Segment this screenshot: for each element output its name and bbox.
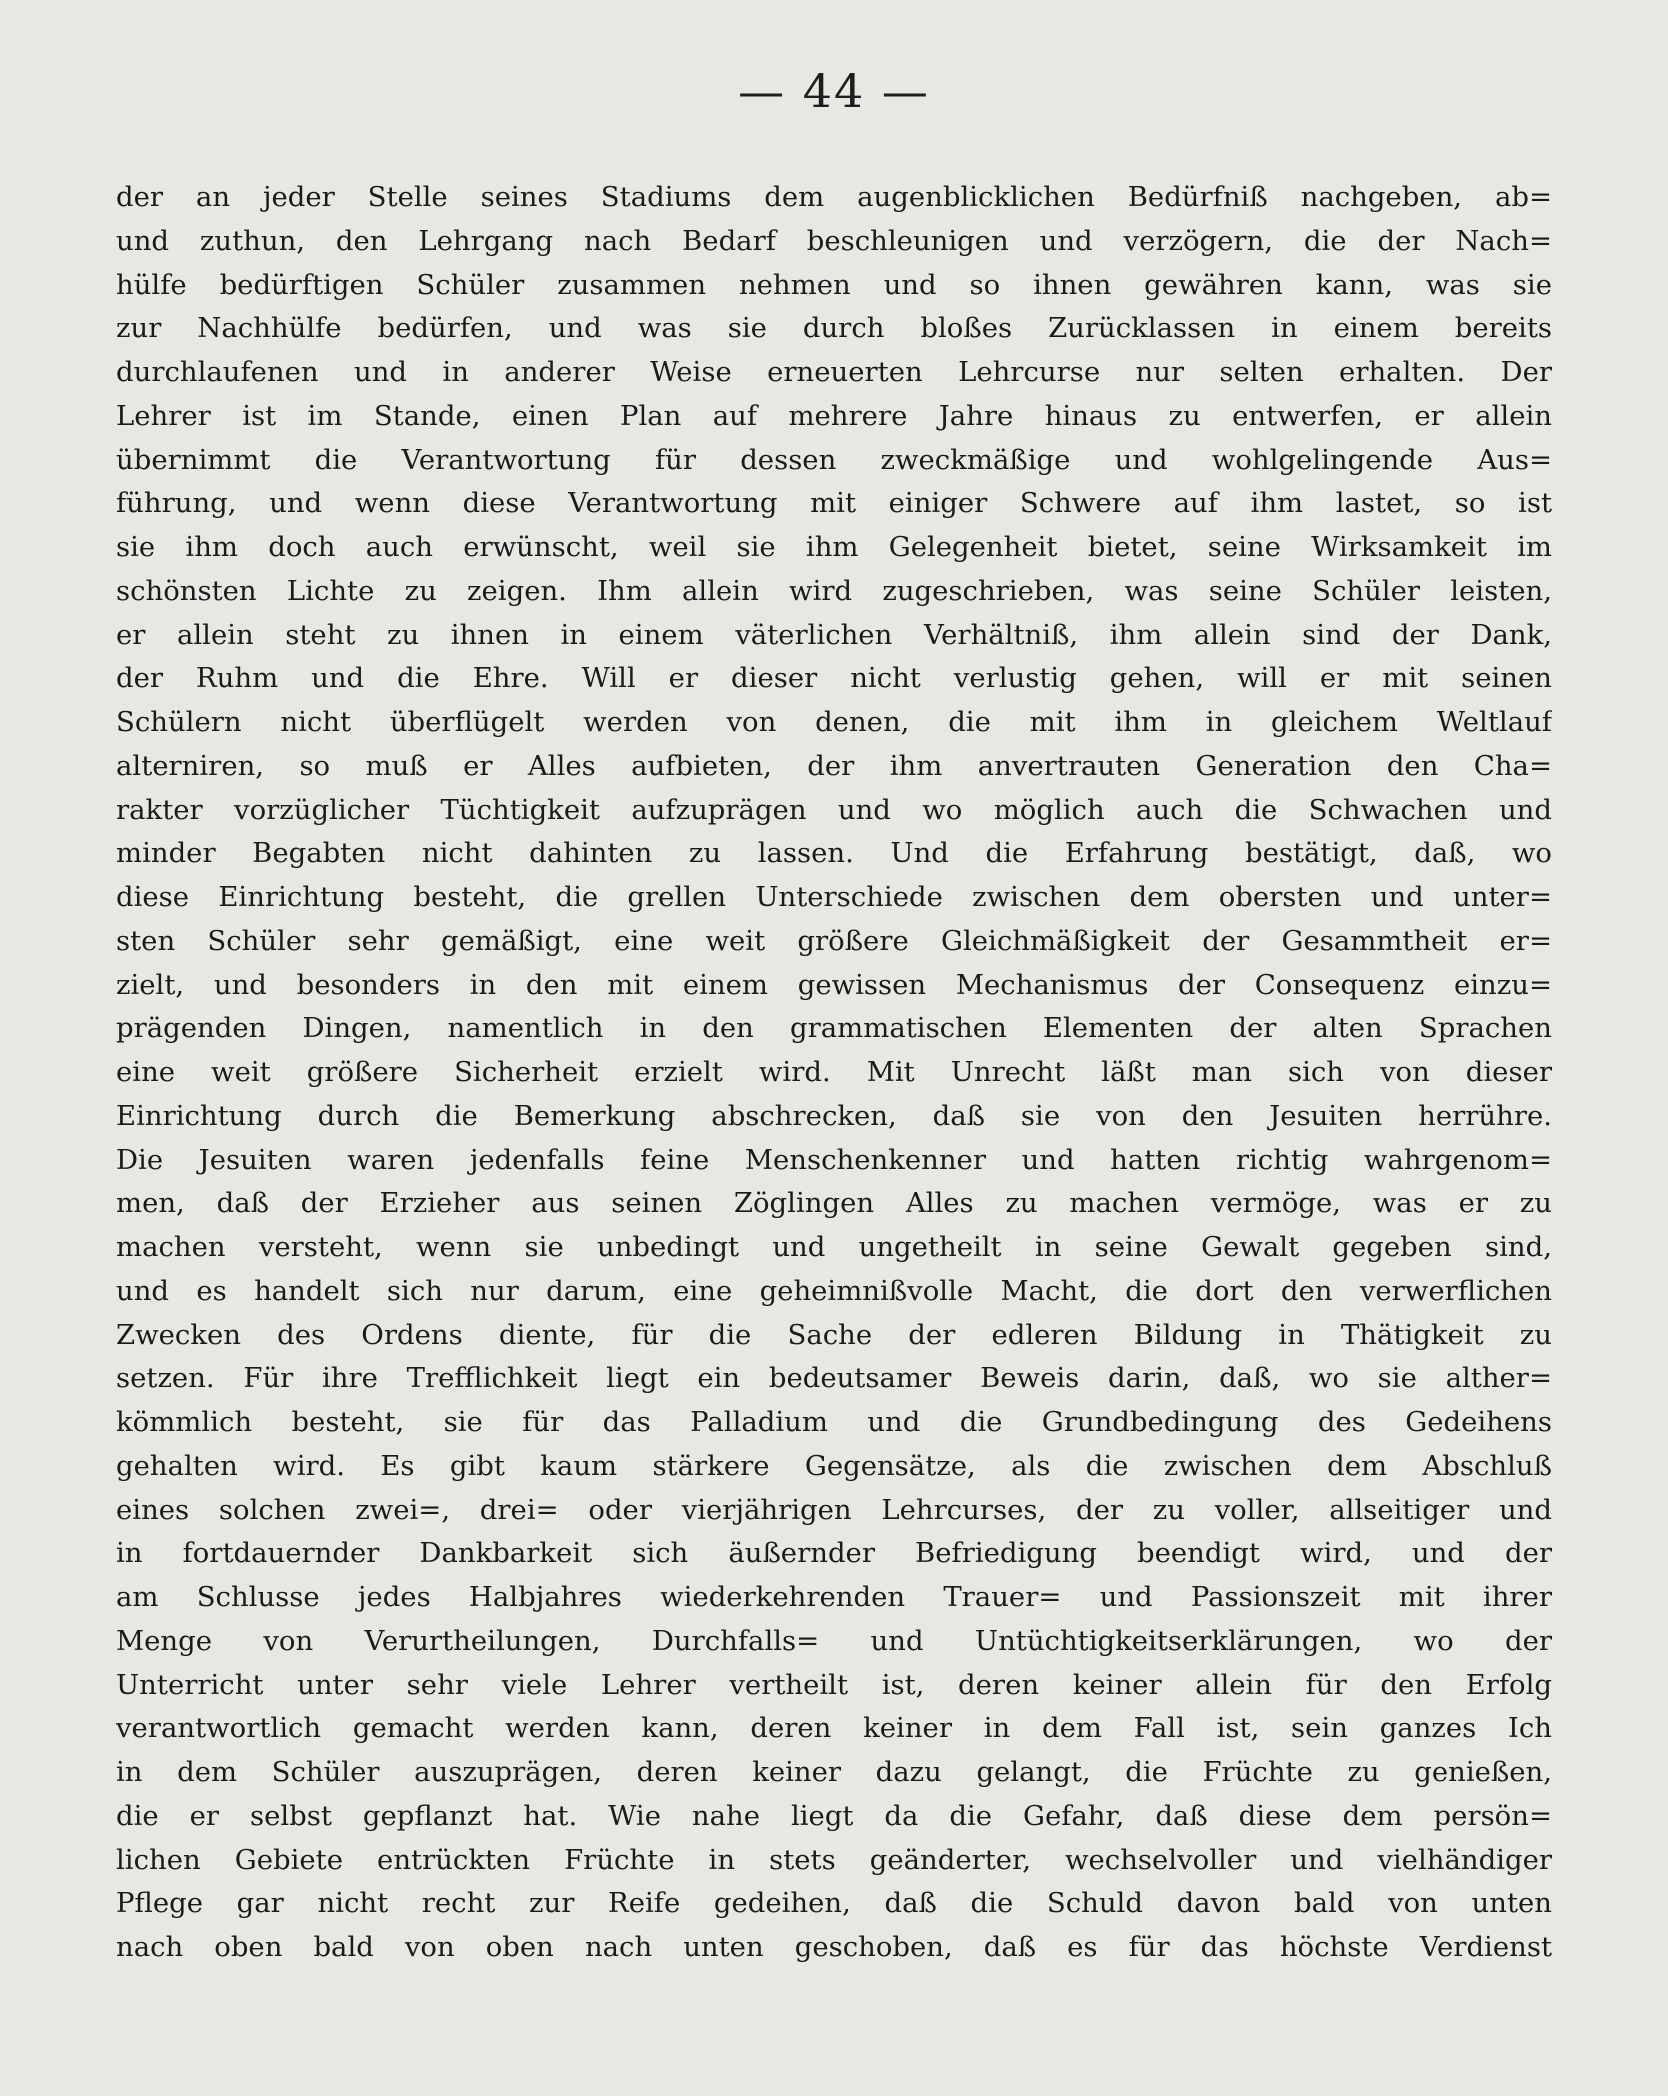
text-line: hülfe bedürftigen Schüler zusammen nehmen und so ihnen gewähren kann, was sie: [116, 268, 1552, 301]
text-line: Pflege gar nicht recht zur Reife gedeihen, daß die Schuld davon bald von unten: [116, 1887, 1552, 1920]
text-line: kömmlich besteht, sie für das Palladium und die Grundbedingung des Gedeihens: [116, 1406, 1552, 1438]
text-line: Die Jesuiten waren jedenfalls feine Menschenkenner und hatten richtig wahrgenom=: [116, 1143, 1552, 1176]
text-line: eines solchen zwei=, drei= oder vierjährigen Lehrcurses, der zu voller, allseitiger und: [116, 1493, 1552, 1526]
text-line: Menge von Verurtheilungen, Durchfalls= und Untüchtigkeitserklärungen, wo der: [116, 1624, 1552, 1657]
text-line: am Schlusse jedes Halbjahres wiederkehrenden Trauer= und Passionszeit mit ihrer: [116, 1581, 1552, 1613]
text-line: führung, und wenn diese Verantwortung mit einiger Schwere auf ihm lastet, so ist: [116, 487, 1552, 520]
text-line: zur Nachhülfe bedürfen, und was sie durch bloßes Zurücklassen in einem bereits: [116, 312, 1552, 345]
text-line: sten Schüler sehr gemäßigt, eine weit größere Gleichmäßigkeit der Gesammtheit er=: [116, 924, 1552, 957]
text-line: Unterricht unter sehr viele Lehrer vertheilt ist, deren keiner allein für den Erfolg: [116, 1668, 1552, 1701]
text-line: nach oben bald von oben nach unten geschoben, daß es für das höchste Verdienst: [116, 1931, 1552, 1963]
text-line: gehalten wird. Es gibt kaum stärkere Gegensätze, als die zwischen dem Abschluß: [116, 1449, 1552, 1482]
text-line: zielt, und besonders in den mit einem gewissen Mechanismus der Consequenz einzu=: [116, 968, 1552, 1001]
text-line: lichen Gebiete entrückten Früchte in stets geänderter, wechselvoller und vielhändiger: [116, 1843, 1552, 1876]
text-line: setzen. Für ihre Trefflichkeit liegt ein bedeutsamer Beweis darin, daß, wo sie alther=: [116, 1362, 1552, 1395]
text-line: in dem Schüler auszuprägen, deren keiner dazu gelangt, die Früchte zu genießen,: [116, 1756, 1552, 1788]
text-line: übernimmt die Verantwortung für dessen zweckmäßige und wohlgelingende Aus=: [116, 443, 1552, 476]
text-line: prägenden Dingen, namentlich in den grammatischen Elementen der alten Sprachen: [116, 1012, 1552, 1045]
text-line: und es handelt sich nur darum, eine geheimnißvolle Macht, die dort den verwerflichen: [116, 1274, 1552, 1307]
text-line: minder Begabten nicht dahinten zu lassen. Und die Erfahrung bestätigt, daß, wo: [116, 837, 1552, 870]
text-line: und zuthun, den Lehrgang nach Bedarf beschleunigen und verzögern, die der Nach=: [116, 224, 1552, 257]
text-line: die er selbst gepflanzt hat. Wie nahe liegt da die Gefahr, daß diese dem persön=: [116, 1799, 1552, 1832]
text-line: Lehrer ist im Stande, einen Plan auf mehrere Jahre hinaus zu entwerfen, er allein: [116, 399, 1552, 432]
text-line: er allein steht zu ihnen in einem väterlichen Verhältniß, ihm allein sind der Dank,: [116, 618, 1552, 651]
text-line: in fortdauernder Dankbarkeit sich äußernder Befriedigung beendigt wird, und der: [116, 1537, 1552, 1570]
text-line: rakter vorzüglicher Tüchtigkeit aufzuprägen und wo möglich auch die Schwachen und: [116, 793, 1552, 826]
text-line: alterniren, so muß er Alles aufbieten, der ihm anvertrauten Generation den Cha=: [116, 749, 1552, 782]
text-line: Zwecken des Ordens diente, für die Sache der edleren Bildung in Thätigkeit zu: [116, 1318, 1552, 1351]
page-number: — 44 —: [738, 64, 930, 118]
text-line: diese Einrichtung besteht, die grellen Unterschiede zwischen dem obersten und unter=: [116, 881, 1552, 913]
text-line: Schülern nicht überflügelt werden von denen, die mit ihm in gleichem Weltlauf: [116, 706, 1552, 738]
text-line: durchlaufenen und in anderer Weise erneuerten Lehrcurse nur selten erhalten. Der: [116, 356, 1552, 388]
text-line: men, daß der Erzieher aus seinen Zöglingen Alles zu machen vermöge, was er zu: [116, 1187, 1552, 1220]
text-line: schönsten Lichte zu zeigen. Ihm allein wird zugeschrieben, was seine Schüler leisten,: [116, 574, 1552, 607]
text-line: machen versteht, wenn sie unbedingt und ungetheilt in seine Gewalt gegeben sind,: [116, 1231, 1552, 1263]
text-line: eine weit größere Sicherheit erzielt wird. Mit Unrecht läßt man sich von dieser: [116, 1056, 1552, 1088]
text-line: der an jeder Stelle seines Stadiums dem augenblicklichen Bedürfniß nachgeben, ab=: [116, 181, 1552, 213]
text-line: der Ruhm und die Ehre. Will er dieser nicht verlustig gehen, will er mit seinen: [116, 662, 1552, 695]
body-text: [116, 176, 1552, 1970]
text-line: Einrichtung durch die Bemerkung abschrecken, daß sie von den Jesuiten herrühre.: [116, 1099, 1552, 1132]
text-line: sie ihm doch auch erwünscht, weil sie ihm Gelegenheit bietet, seine Wirksamkeit im: [116, 531, 1552, 563]
text-line: verantwortlich gemacht werden kann, deren keiner in dem Fall ist, sein ganzes Ich: [116, 1712, 1552, 1745]
